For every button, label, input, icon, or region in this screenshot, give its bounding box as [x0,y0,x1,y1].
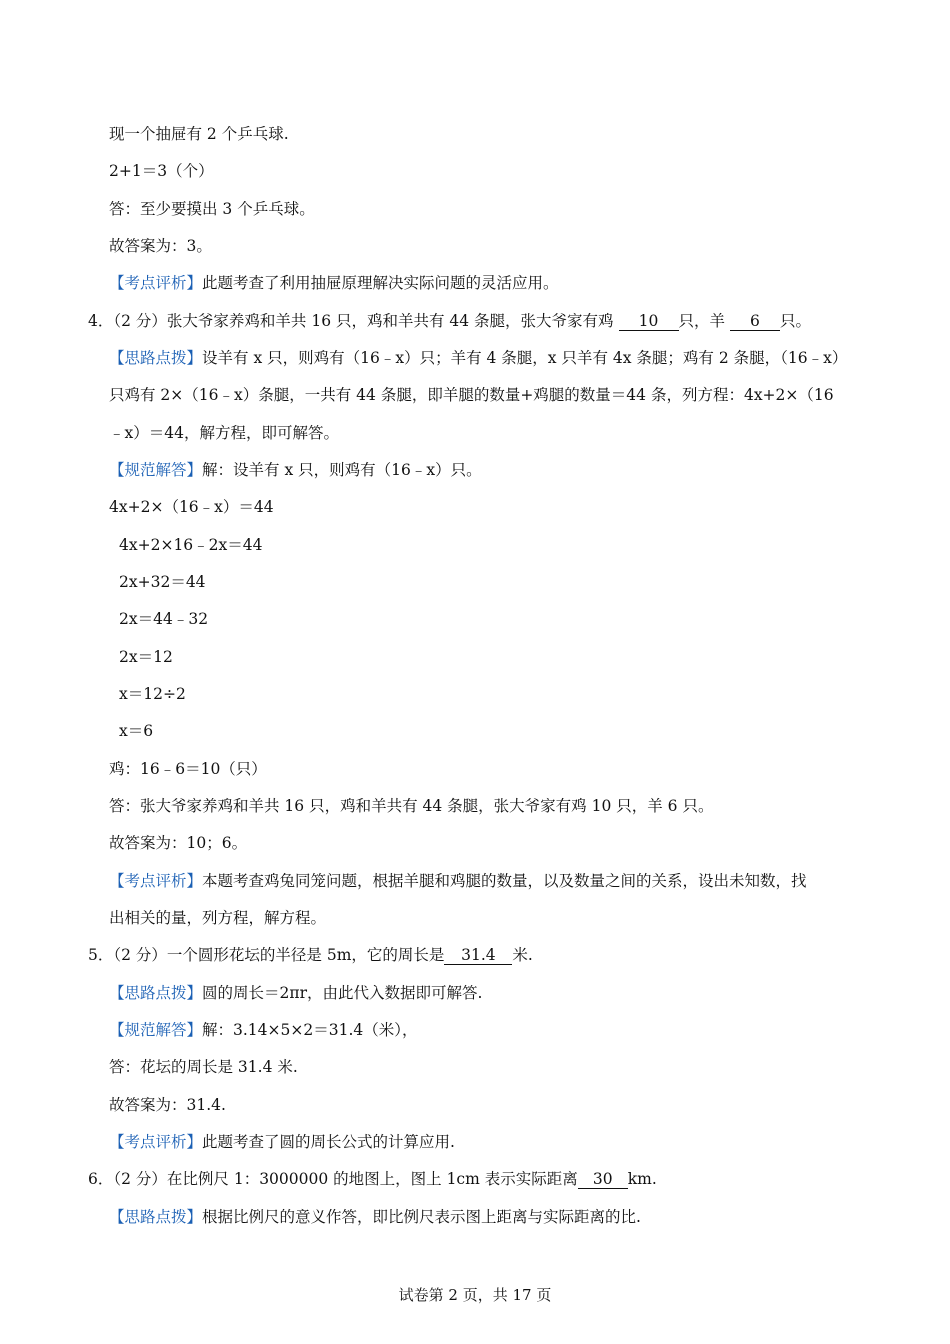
solution-text: 解：设羊有 x 只，则鸡有（16﹣x）只。 [202,461,482,479]
q4-solution [109,459,482,481]
evaluation-text: 此题考查了圆的周长公式的计算应用. [202,1133,455,1151]
evaluation-tag: 【考点评析】 [109,1133,203,1151]
hint-tag: 【思路点拨】 [109,1208,203,1226]
q3-line: 现一个抽屉有 2 个乒乓球. [109,125,289,143]
q6-stem [88,1168,657,1190]
q5-stem [88,944,533,966]
q4-stem-text: 只。 [779,312,811,330]
hint-text: 设羊有 x 只，则鸡有（16﹣x）只；羊有 4 条腿，x 只羊有 4x 条腿；鸡有 2 条腿，（16﹣x） [202,349,848,367]
q3-evaluation [109,272,559,294]
q3-answer: 答：至少要摸出 3 个乒乓球。 [109,200,315,218]
q4-equation-1: 4x+2×（16﹣x）＝44 [109,498,274,516]
hint-text: 圆的周长＝2πr，由此代入数据即可解答. [202,984,483,1002]
q4-evaluation [109,870,807,892]
q3-calculation: 2+1＝3（个） [109,162,214,180]
q4-hint [109,347,847,369]
q6-stem-text: 6．（2 分）在比例尺 1：3000000 的地图上，图上 1cm 表示实际距离 [88,1170,578,1188]
hint-text: 根据比例尺的意义作答，即比例尺表示图上距离与实际距离的比. [202,1208,641,1226]
q6-blank-distance: 30 [578,1170,628,1189]
q4-equation-6: x＝12÷2 [119,685,186,703]
q4-stem-text: 只，羊 [678,312,726,330]
hint-tag: 【思路点拨】 [109,984,203,1002]
q5-answer: 答：花坛的周长是 31.4 米. [109,1058,298,1076]
q4-equation-2: 4x+2×16﹣2x＝44 [119,536,263,554]
q4-hint-line3: ﹣x）＝44，解方程，即可解答。 [109,424,339,442]
solution-tag: 【规范解答】 [109,1021,203,1039]
solution-tag: 【规范解答】 [109,461,203,479]
q5-result: 故答案为：31.4. [109,1096,226,1114]
q4-hint-line2: 只鸡有 2×（16﹣x）条腿，一共有 44 条腿，即羊腿的数量+鸡腿的数量＝44 条，列方程：4x+2×（16 [109,386,834,404]
q4-answer: 答：张大爷家养鸡和羊共 16 只，鸡和羊共有 44 条腿，张大爷家有鸡 10 只，羊 6 只。 [109,797,714,815]
q5-stem-text: 5．（2 分）一个圆形花坛的半径是 5m，它的周长是 [88,946,445,964]
page-footer: 试卷第 2 页，共 17 页 [398,1286,552,1304]
q4-stem [88,310,811,332]
q5-hint [109,982,482,1004]
q4-stem-text: 4．（2 分）张大爷家养鸡和羊共 16 只，鸡和羊共有 44 条腿，张大爷家有鸡 [88,312,614,330]
q4-result: 故答案为：10；6。 [109,834,248,852]
q5-stem-text: 米. [512,946,533,964]
q4-equation-3: 2x+32＝44 [119,573,206,591]
q5-evaluation [109,1131,455,1153]
q4-chicken-count: 鸡：16﹣6＝10（只） [109,760,267,778]
q3-result: 故答案为：3。 [109,237,212,255]
evaluation-text: 本题考查鸡兔同笼问题，根据羊腿和鸡腿的数量，以及数量之间的关系，设出未知数，找 [202,872,807,890]
q5-solution [109,1019,418,1041]
evaluation-tag: 【考点评析】 [109,872,203,890]
q4-evaluation-line2: 出相关的量，列方程，解方程。 [109,909,327,927]
q4-blank-sheep: 6 [730,312,780,331]
q4-equation-4: 2x＝44﹣32 [119,610,209,628]
evaluation-tag: 【考点评析】 [109,274,203,292]
q6-hint [109,1206,641,1228]
evaluation-text: 此题考查了利用抽屉原理解决实际问题的灵活应用。 [202,274,559,292]
q5-blank-circumference: 31.4 [444,946,512,965]
q4-equation-5: 2x＝12 [119,648,173,666]
q4-equation-7: x＝6 [119,722,154,740]
hint-tag: 【思路点拨】 [109,349,203,367]
q4-blank-chicken: 10 [619,312,679,331]
solution-text: 解：3.14×5×2＝31.4（米）， [202,1021,418,1039]
q6-stem-text: km. [627,1170,657,1188]
